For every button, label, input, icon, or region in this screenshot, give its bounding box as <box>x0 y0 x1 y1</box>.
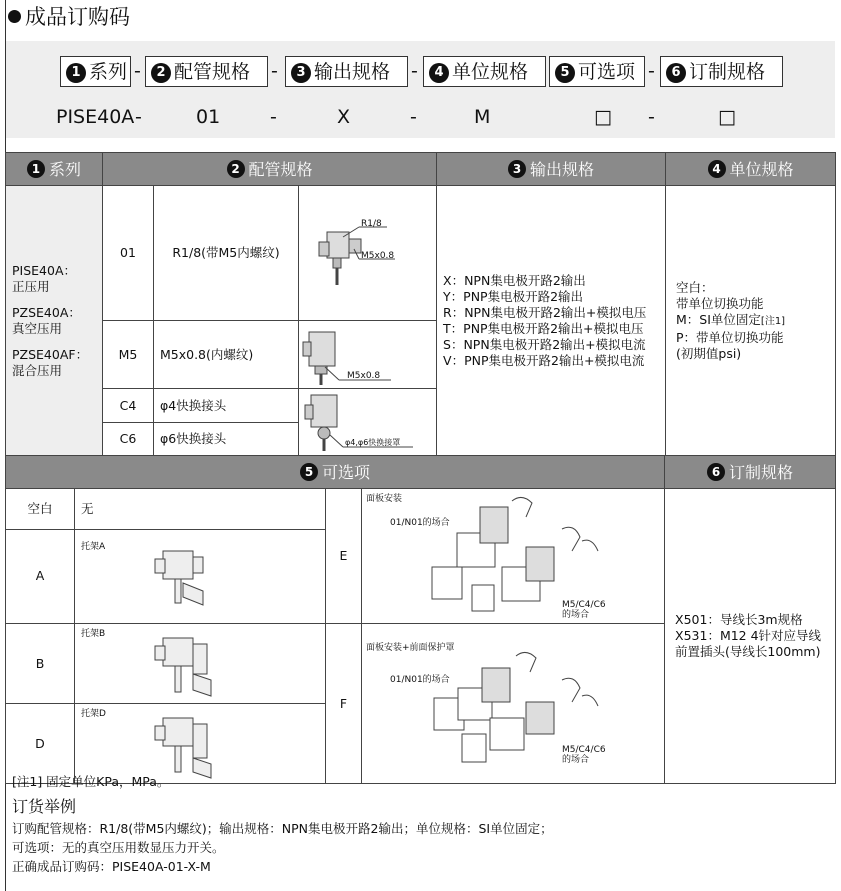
piping-code: C4 <box>103 389 154 423</box>
model-dash: - <box>135 106 142 128</box>
model-dash: - <box>270 106 277 128</box>
series-text: 正压用 <box>12 278 50 294</box>
circled-number-icon: 2 <box>151 63 171 83</box>
code-part-label: 输出规格 <box>314 61 391 83</box>
header-output <box>437 153 666 186</box>
pic-label: M5x0.8 <box>347 371 381 381</box>
example-line: 正确成品订购码：PISE40A-01-X-M <box>12 859 211 874</box>
circled-number-icon: 1 <box>27 160 45 178</box>
circled-number-icon: 4 <box>708 160 726 178</box>
piping-desc: R1/8(带M5内螺纹) <box>154 186 299 321</box>
header-custom <box>665 456 836 489</box>
model-series: PISE40A <box>56 106 135 128</box>
series-text: PISE40A： <box>12 262 77 278</box>
panel-sub: 01/N01的场合 <box>390 518 450 528</box>
output-cell <box>437 186 666 456</box>
bracket-label: 托架B <box>81 629 106 639</box>
bracket-label: 托架A <box>81 542 106 553</box>
series-text: 混合压用 <box>12 362 63 378</box>
unit-item: (初期值psi) <box>676 345 742 361</box>
page-title <box>8 3 130 31</box>
sensor-fitting-image <box>299 389 437 456</box>
custom-item: 前置插头(导线长100mm) <box>675 644 821 659</box>
bracket-b-image <box>75 624 326 704</box>
note-ref: [注1] <box>760 315 786 327</box>
output-item: S：NPN集电极开路2输出+模拟电流 <box>443 336 646 352</box>
option-code: D <box>6 704 75 784</box>
bracket-d-image <box>75 704 326 784</box>
pic-label: φ4,φ6快换接罩 <box>345 438 401 447</box>
circled-number-icon: 5 <box>555 63 575 83</box>
header-label: 单位规格 <box>729 160 794 179</box>
code-dash: - <box>411 60 418 82</box>
model-piping: 01 <box>196 106 221 128</box>
panel-title: 面板安装 <box>366 494 403 504</box>
option-code: B <box>6 624 75 704</box>
panel-title: 面板安装+前面保护罩 <box>366 642 455 653</box>
sensor-r18-image <box>299 186 437 321</box>
code-part-piping <box>145 56 268 87</box>
option-desc: 无 <box>75 489 326 530</box>
piping-desc: φ4快换接头 <box>154 389 299 423</box>
code-part-unit <box>423 56 546 87</box>
header-label: 配管规格 <box>248 160 313 179</box>
header-label: 订制规格 <box>729 463 794 482</box>
code-dash: - <box>271 60 278 82</box>
bullet-icon <box>8 10 21 23</box>
piping-desc: M5x0.8(内螺纹) <box>154 321 299 389</box>
series-text: 真空压用 <box>12 320 63 336</box>
unit-item <box>676 312 835 330</box>
code-part-output <box>285 56 408 87</box>
piping-code: M5 <box>103 321 154 389</box>
model-dash: - <box>648 106 655 128</box>
code-part-series <box>60 56 131 87</box>
series-text: PZSE40AF： <box>12 346 89 362</box>
output-item: X：NPN集电极开路2输出 <box>443 272 586 288</box>
output-item: T：PNP集电极开路2输出+模拟电压 <box>443 320 644 336</box>
title-text: 成品订购码 <box>25 5 130 29</box>
header-label: 输出规格 <box>530 160 595 179</box>
bracket-a-image <box>75 529 326 623</box>
circled-number-icon: 2 <box>227 160 245 178</box>
example-title: 订货举例 <box>12 797 77 816</box>
model-option: □ <box>594 106 612 128</box>
circled-number-icon: 4 <box>429 63 449 83</box>
pic-label: M5x0.8 <box>361 251 395 261</box>
unit-item: 空白： <box>676 279 714 295</box>
option-code: E <box>326 489 362 624</box>
code-part-custom <box>660 56 783 87</box>
option-code: A <box>6 529 75 623</box>
unit-item: 带单位切换功能 <box>676 295 764 311</box>
code-part-label: 订制规格 <box>689 61 766 83</box>
panel-mount-image <box>362 489 665 624</box>
bracket-label: 托架D <box>81 709 106 719</box>
spec-table-options <box>5 455 836 784</box>
unit-item: P：带单位切换功能 <box>676 329 784 345</box>
circled-number-icon: 1 <box>66 63 86 83</box>
code-part-label: 单位规格 <box>452 61 529 83</box>
series-cell <box>6 186 103 456</box>
circled-number-icon: 3 <box>508 160 526 178</box>
piping-code: C6 <box>103 423 154 456</box>
code-dash: - <box>648 60 655 82</box>
model-output: X <box>337 106 351 128</box>
pic-label: R1/8 <box>361 219 382 229</box>
circled-number-icon: 3 <box>291 63 311 83</box>
header-label: 可选项 <box>322 463 371 482</box>
circled-number-icon: 5 <box>300 463 318 481</box>
code-part-option <box>549 56 645 87</box>
panel-sub: 的场合 <box>562 610 590 620</box>
custom-item: X501：导线长3m规格 <box>675 612 803 627</box>
panel-mount-cover-image <box>362 624 665 784</box>
panel-sub: M5/C4/C6 <box>562 600 606 610</box>
model-custom: □ <box>718 106 736 128</box>
piping-code: 01 <box>103 186 154 321</box>
output-item: V：PNP集电极开路2输出+模拟电流 <box>443 352 645 368</box>
example-line: 订购配管规格：R1/8(带M5内螺纹)；输出规格：NPN集电极开路2输出；单位规格：SI单位固定； <box>12 821 553 836</box>
unit-text: M：SI单位固定 <box>676 311 761 327</box>
panel-sub: M5/C4/C6 <box>562 744 606 755</box>
code-part-label: 配管规格 <box>174 61 251 83</box>
model-unit: M <box>474 106 491 128</box>
custom-cell <box>665 489 836 784</box>
option-code: 空白 <box>6 489 75 530</box>
code-part-label: 可选项 <box>578 61 636 83</box>
series-text: PZSE40A： <box>12 304 81 320</box>
option-code: F <box>326 624 362 784</box>
header-unit <box>666 153 836 186</box>
example-line: 可选项：无的真空压用数显压力开关。 <box>12 840 225 855</box>
header-piping <box>103 153 437 186</box>
note-1: [注1] 固定单位KPa，MPa。 <box>12 774 170 789</box>
output-item: Y：PNP集电极开路2输出 <box>443 288 584 304</box>
custom-item: X531：M12 4针对应导线 <box>675 628 822 643</box>
circled-number-icon: 6 <box>666 63 686 83</box>
sensor-m5-image <box>299 321 437 389</box>
piping-desc: φ6快换接头 <box>154 423 299 456</box>
header-option <box>6 456 665 489</box>
output-item: R：NPN集电极开路2输出+模拟电压 <box>443 304 647 320</box>
circled-number-icon: 6 <box>707 463 725 481</box>
panel-sub: 01/N01的场合 <box>390 674 450 685</box>
header-label: 系列 <box>48 160 81 179</box>
spec-table-main <box>5 152 836 456</box>
model-dash: - <box>410 106 417 128</box>
panel-sub: 的场合 <box>562 754 590 765</box>
unit-cell <box>666 186 836 456</box>
code-dash: - <box>134 60 141 82</box>
header-series <box>6 153 103 186</box>
code-part-label: 系列 <box>89 61 128 83</box>
